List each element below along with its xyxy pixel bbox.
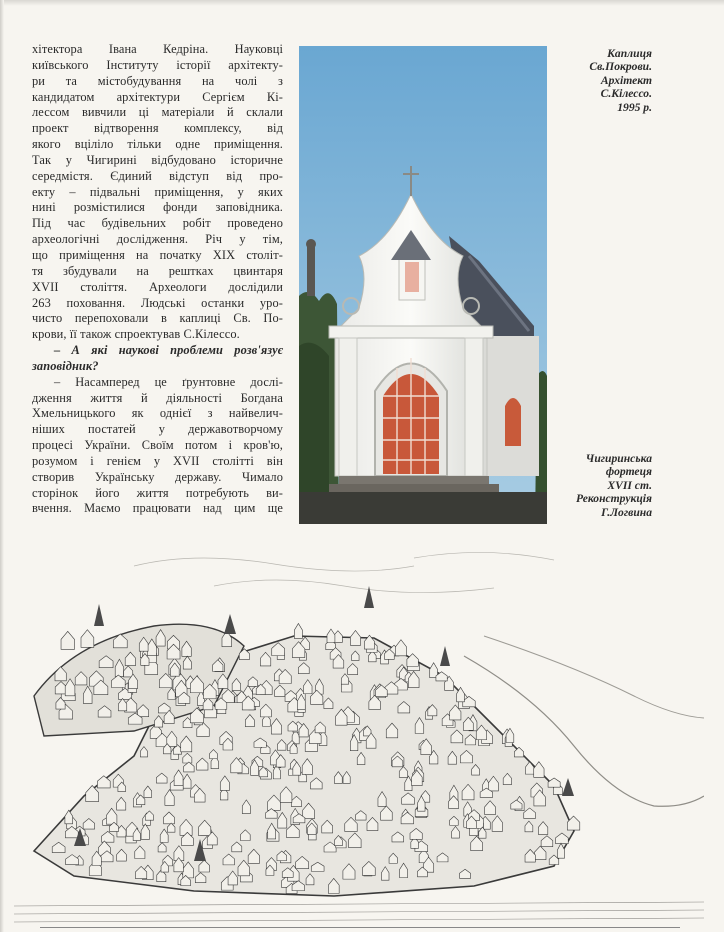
text-line: вчення. Маємо працювати над цим ще [32, 501, 283, 516]
text-line: процесі України. Своїм потом і кров'ю, [32, 438, 283, 453]
caption-line: Г.Логвина [601, 505, 652, 519]
caption-line: фортеця [605, 465, 652, 479]
text-line: дження життя й діяльності Богдана [32, 390, 283, 405]
text-line: лессом вивчили ці матеріали й склали [32, 105, 283, 120]
caption-line: Каплиця [607, 47, 652, 60]
text-line: Так у Чигирині відбудовано історичне [32, 152, 283, 167]
question-line: – А які наукові проблеми розв'язує [54, 343, 283, 358]
caption-line: Архітект [600, 73, 652, 87]
caption-line: С.Кілессо. [600, 87, 652, 101]
chapel-photo [299, 46, 547, 524]
text-line: чисто перепоховали в каплиці Св. По- [32, 311, 283, 326]
text-line: Під час будівельних робіт проведено [32, 216, 283, 231]
text-line: ніших постатей у державотворчому [32, 422, 283, 437]
text-line: тя збудували на рештках цвинтаря [32, 263, 283, 278]
scan-top-shadow [0, 0, 724, 6]
text-line: хітектора Івана Кедріна. Науковці [32, 42, 283, 56]
text-line: нині розмістилися фонди заповідника. [32, 200, 283, 215]
text-line: Хмельницького як однієї з найвелич- [32, 406, 283, 421]
text-line: кандидатом архітектури Сергієм Кі- [32, 89, 283, 104]
fortress-caption [532, 452, 652, 519]
text-line: що приміщення на початку XIX століт- [32, 247, 283, 262]
text-line: крови, її також спроектував С.Кілессо. [32, 327, 240, 342]
article-paragraph [32, 42, 283, 343]
text-line: якого вціліло тільки одне приміщення. [32, 137, 283, 152]
page-bottom-rule [40, 927, 680, 928]
text-line: середмістя. Єдиний відступ від про- [32, 168, 283, 183]
interview-question [32, 343, 283, 375]
text-line: київського Інституту історії архітекту- [32, 57, 283, 72]
text-line: ри та містобудування на чолі з [32, 73, 283, 88]
text-line: сторінок його життя потребують ви- [32, 485, 283, 500]
caption-line: 1995 р. [617, 100, 652, 114]
article-text-column [32, 42, 283, 517]
text-line: – Насамперед це ґрунтовне дослі- [54, 374, 283, 389]
text-line: археологічні дослідження. Річ у тім, [32, 232, 283, 247]
caption-line: Реконструкція [576, 492, 652, 506]
text-line: 263 поховання. Людські останки уро- [32, 295, 283, 310]
fortress-engraving [14, 546, 704, 926]
scan-left-edge [0, 0, 4, 932]
text-line: розумом і генієм у XVII столітті він [32, 453, 283, 468]
question-line: заповідник? [32, 358, 99, 373]
caption-line: Чигиринська [585, 452, 652, 465]
caption-line: XVII ст. [607, 478, 652, 492]
interview-answer [32, 375, 283, 518]
text-line: створив Українську державу. Чимало [32, 469, 283, 484]
text-line: проект відтворення комплексу, від [32, 121, 283, 136]
text-line: XVII століття. Археологи дослідили [32, 279, 283, 294]
text-line: екту – підвальні приміщення, у яких [32, 184, 283, 199]
caption-line: Св.Покрови. [589, 60, 652, 74]
chapel-caption [552, 47, 652, 114]
